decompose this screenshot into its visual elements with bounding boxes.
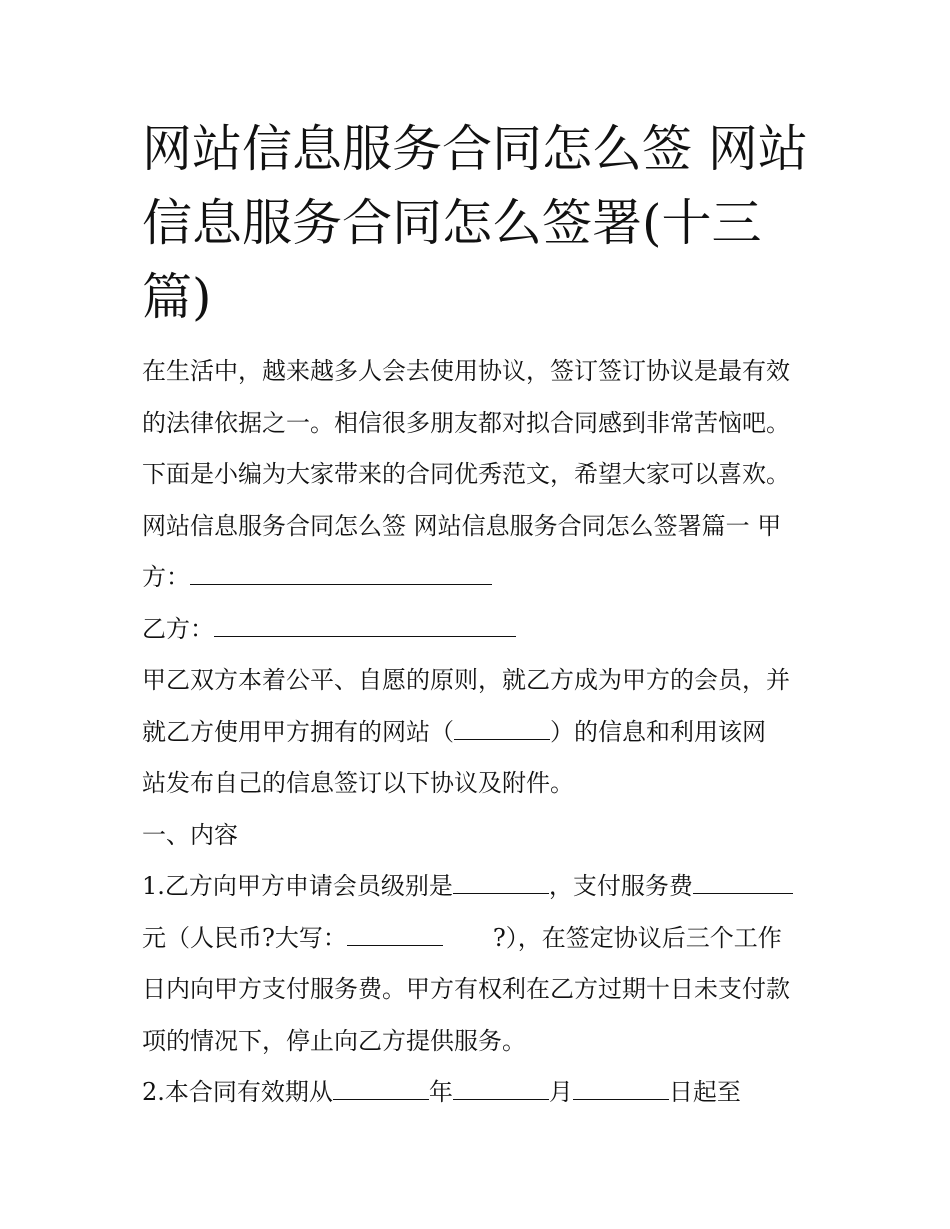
para1-line-3: 站发布自己的信息签订以下协议及附件。 [142,769,574,797]
document-page [142,112,822,1119]
member-level-blank [453,875,549,894]
item2-day-label: 日起至 [668,1078,741,1106]
month-blank [453,1081,549,1100]
service-fee-blank [693,875,793,894]
party-a-line [142,552,822,604]
para1-line-2 [142,707,822,759]
day-blank [573,1081,669,1100]
intro-line-1: 在生活中，越来越多人会去使用协议，签订签订协议是最有效 [142,357,790,385]
title-line-3: 篇) [142,268,212,326]
party-a-label: 方： [142,563,190,591]
website-blank [454,721,550,740]
para1-line-1: 甲乙双方本着公平、自愿的原则，就乙方成为甲方的会员，并 [142,666,790,694]
para1-line-2-start: 就乙方使用甲方拥有的网站（ [142,717,454,746]
title-line-2: 信息服务合同怎么签署(十三 [142,194,762,252]
party-a-blank [190,566,492,585]
item1-line-2-start: 元（人民币?大写： [142,923,347,952]
intro-line-2: 的法律依据之一。相信很多朋友都对拟合同感到非常苦恼吧。 [142,408,790,437]
party-b-label: 乙方： [142,614,214,643]
para1-line-2-end: ）的信息和利用该网 [550,717,766,746]
item2-month-label: 月 [548,1078,573,1106]
document-title [142,112,822,334]
section-heading: 网站信息服务合同怎么签 网站信息服务合同怎么签署篇一 甲 [142,511,782,540]
heading-content: 一、内容 [142,820,238,849]
title-line-1: 网站信息服务合同怎么签 网站 [142,120,808,178]
item2-start: 2.本合同有效期从 [142,1078,333,1106]
item1-line-2-end: ?），在签定协议后三个工作 [492,923,782,952]
item1-line-4: 项的情况下，停止向乙方提供服务。 [142,1026,526,1055]
item1-line-1-mid: ，支付服务费 [548,872,693,900]
party-b-blank [214,618,516,637]
item1-line-3: 日内向甲方支付服务费。甲方有权利在乙方过期十日未支付款 [142,975,790,1003]
party-b-line [142,604,822,656]
item1-line-1 [142,861,822,913]
amount-in-words-blank [347,927,443,946]
item1-line-1-start: 1.乙方向甲方申请会员级别是 [142,872,453,900]
item2-line [142,1067,822,1119]
item2-year-label: 年 [428,1078,453,1106]
intro-line-3: 下面是小编为大家带来的合同优秀范文，希望大家可以喜欢。 [142,460,790,488]
year-blank [333,1081,429,1100]
item1-line-2 [142,913,822,965]
